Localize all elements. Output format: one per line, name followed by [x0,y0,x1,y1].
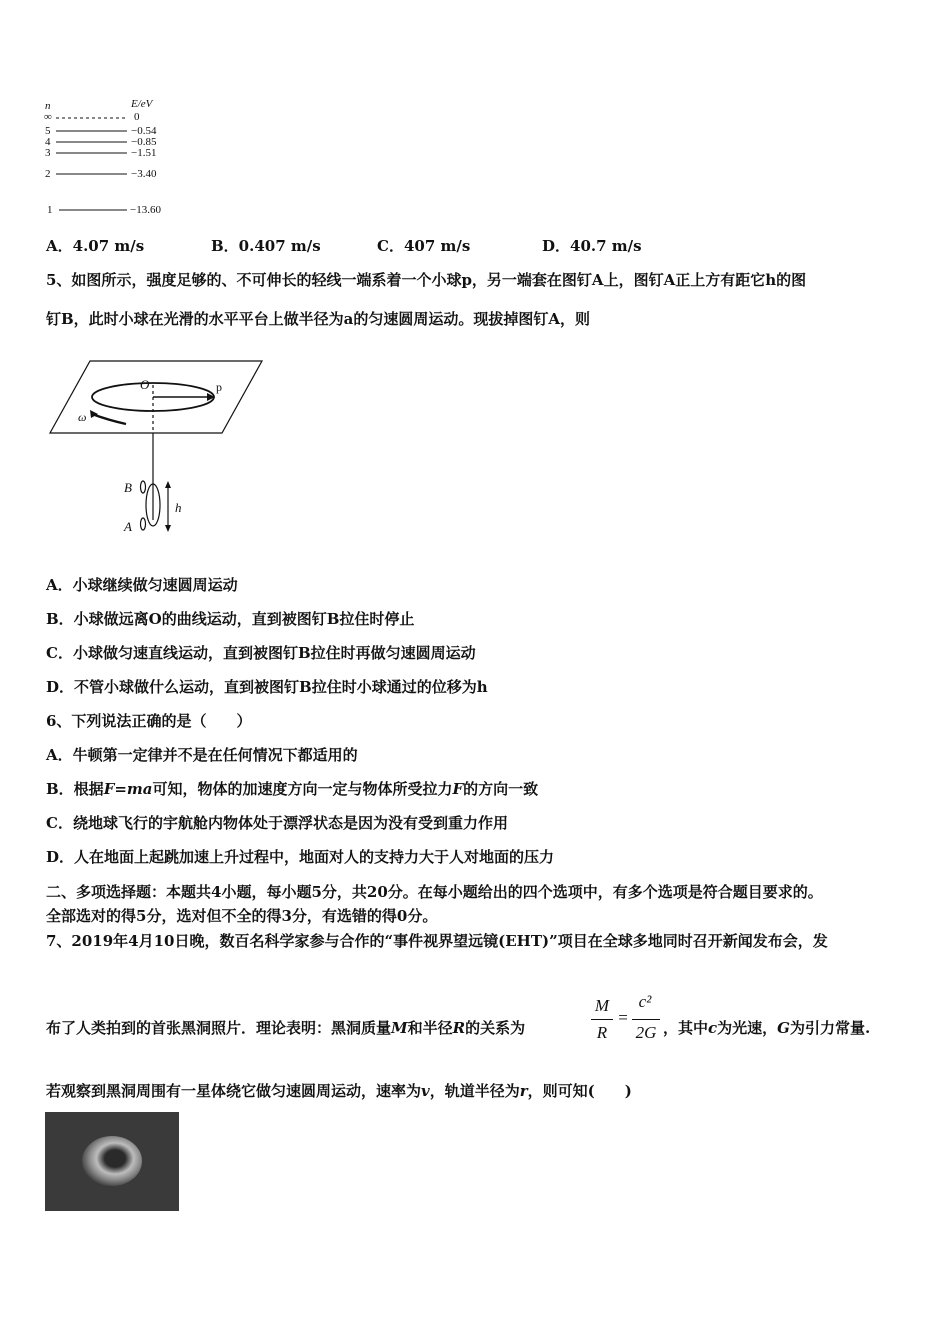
level-n-5: 5 [45,125,51,137]
q6-stem: 6、下列说法正确的是（ ） [46,712,252,730]
formula-bar-left [591,1019,613,1020]
q7-line3-middle: ，轨道半径为 [429,1082,520,1100]
fig-label-omega: ω [78,410,87,424]
level-n-4: 4 [45,136,51,148]
level-n-inf: ∞ [44,111,52,123]
q5-figure [0,0,300,560]
q7-line3-suffix: ，则可知( ) [527,1082,632,1100]
formula-numerator-right: c² [638,992,652,1011]
pin-a [141,518,146,530]
energy-axis-label: E/eV [131,98,153,110]
fig-label-a: A [124,519,132,534]
level-e-inf: 0 [134,111,140,123]
q7-line2-and: 和半径 [407,1019,453,1037]
fig-label-h: h [175,500,182,515]
q6-option-b-suffix: 的方向一致 [463,780,539,798]
q7-mass-symbol: M [391,1019,408,1037]
level-e-3: −1.51 [131,147,157,159]
section2-line2: 全部选对的得5分，选对但不全的得3分，有选错的得0分。 [46,907,438,925]
q6-option-b-formula: F=ma [103,780,153,798]
q7-radius-symbol: R [452,1019,466,1037]
q7-r-symbol: r [519,1082,528,1100]
level-e-5: −0.54 [131,125,157,137]
q6-option-c: C．绕地球飞行的宇航舱内物体处于漂浮状态是因为没有受到重力作用 [46,814,508,832]
q7-v-symbol: v [421,1082,430,1100]
level-e-2: −3.40 [131,168,157,180]
q5-option-b: B．小球做远离O的曲线运动，直到被图钉B拉住时停止 [46,610,415,628]
q6-option-b-prefix: B．根据 [46,780,104,798]
formula-numerator-left: M [594,996,610,1015]
h-arrow-bottom [165,525,171,532]
q4-option-a: A．4.07 m/s [46,237,145,255]
fig-label-b: B [124,480,132,495]
q7-line2-tail-3: 为引力常量. [789,1019,871,1037]
q7-line2-tail-2: 为光速， [717,1019,778,1037]
q6-option-b-f: F [452,780,464,798]
level-n-1: 1 [47,204,53,216]
level-e-4: −0.85 [131,136,157,148]
n-axis-label: n [45,100,51,112]
q5-stem-line1: 5、如图所示，强度足够的、不可伸长的轻线一端系着一个小球p，另一端套在图钉A上，图钉A正上方有距它h的图 [46,271,807,289]
h-arrow-top [165,481,171,488]
fig-label-p: p [216,380,222,394]
black-hole-photo [45,1112,179,1211]
q4-option-c: C．407 m/s [377,237,471,255]
q7-line1: 7、2019年4月10日晚，数百名科学家参与合作的“事件视界望远镜(EHT)”项目在全球多地同时召开新闻发布会，发 [46,932,828,950]
q5-option-d: D．不管小球做什么运动，直到被图钉B拉住时小球通过的位移为h [46,678,488,696]
q7-c-symbol: c [708,1019,718,1037]
q4-option-d: D．40.7 m/s [542,237,642,255]
formula-equals: = [618,1008,628,1027]
q7-line2-tail-1: ，其中 [663,1019,709,1037]
q7-line3 [46,1082,632,1100]
q6-option-d: D．人在地面上起跳加速上升过程中，地面对人的支持力大于人对地面的压力 [46,848,555,866]
q4-option-b: B．0.407 m/s [211,237,321,255]
pin-b [141,481,146,493]
level-e-1: −13.60 [130,204,161,216]
formula-bar-right [632,1019,660,1020]
level-n-2: 2 [45,168,51,180]
q6-option-b-middle: 可知，物体的加速度方向一定与物体所受拉力 [152,780,453,798]
level-n-3: 3 [45,147,51,159]
q7-line2-relation: 的关系为 [465,1019,526,1037]
q7-line2-prefix: 布了人类拍到的首张黑洞照片．理论表明：黑洞质量 [46,1019,392,1037]
q7-line2 [46,1019,525,1037]
fig-label-o: O [140,377,150,392]
q7-line3-prefix: 若观察到黑洞周围有一星体绕它做匀速圆周运动，速率为 [46,1082,422,1100]
q5-option-a: A．小球继续做匀速圆周运动 [46,576,238,594]
black-hole-ring [82,1136,142,1186]
omega-arrow [92,414,126,424]
formula-denominator-left: R [596,1023,608,1042]
q5-stem-line2: 钉B，此时小球在光滑的水平平台上做半径为a的匀速圆周运动。现拔掉图钉A，则 [46,310,591,328]
q6-option-a: A．牛顿第一定律并不是在任何情况下都适用的 [46,746,358,764]
q6-option-b [46,780,538,798]
q7-g-symbol: G [777,1019,790,1037]
q7-line2-tail [663,1019,870,1037]
q5-option-c: C．小球做匀速直线运动，直到被图钉B拉住时再做匀速圆周运动 [46,644,476,662]
formula-denominator-right: 2G [635,1023,657,1042]
section2-line1: 二、多项选择题：本题共4小题，每小题5分，共20分。在每小题给出的四个选项中，有多个选项是符合题目要求的。 [46,883,823,901]
